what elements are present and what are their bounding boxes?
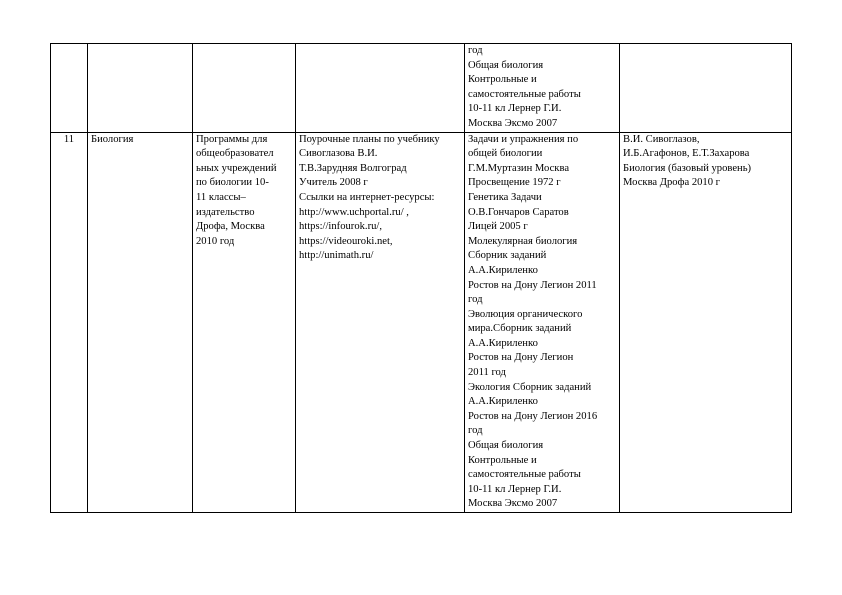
curriculum-table	[50, 43, 792, 513]
cell-textbook	[620, 132, 792, 512]
table-row-continued	[51, 44, 792, 133]
text-line: Эволюция органического	[468, 308, 583, 320]
cell-control	[465, 132, 620, 512]
text-line: 10-11 кл Лернер Г.И.	[468, 103, 562, 115]
text-line: И.Б.Агафонов, Е.Т.Захарова	[623, 148, 750, 160]
text-line: издательство	[196, 206, 255, 218]
text-line: Экология Сборник заданий	[468, 381, 592, 393]
text-line: Задачи и упражнения по	[468, 133, 579, 145]
text-line: Поурочные планы по учебнику	[299, 133, 440, 145]
text-line: Москва Эксмо 2007	[468, 498, 558, 510]
cell-num-continued	[51, 44, 88, 133]
text-line: А.А.Кириленко	[468, 337, 538, 349]
text-line: Просвещение 1972 г	[468, 177, 561, 189]
text-line: Сборник заданий	[468, 250, 547, 262]
cell-subject: Биология	[88, 132, 193, 512]
text-line: Биология (базовый уровень)	[623, 162, 752, 174]
link-videouroki[interactable]: https://videouroki.net,	[299, 235, 393, 247]
text-line: самостоятельные работы	[468, 88, 581, 100]
text-line: Ростов на Дону Легион 2016	[468, 410, 598, 422]
text-line: Генетика Задачи	[468, 191, 542, 203]
text-line: год	[468, 45, 483, 56]
text-line: В.И. Сивоглазов,	[623, 133, 700, 145]
text-line: Программы для	[196, 133, 268, 145]
cell-textbook-continued	[620, 44, 792, 133]
table-row	[51, 132, 792, 512]
cell-num: 11	[51, 132, 88, 512]
text-line: Ростов на Дону Легион 2011	[468, 279, 597, 291]
text-line: общеобразовател	[196, 148, 274, 160]
text-line: 10-11 кл Лернер Г.И.	[468, 483, 562, 495]
text-line: 2011 год	[468, 367, 506, 379]
text-line: Контрольные и	[468, 74, 537, 86]
text-line: год	[468, 294, 483, 306]
text-line: мира.Сборник заданий	[468, 323, 572, 335]
link-unimath[interactable]: http://unimath.ru/	[299, 250, 374, 262]
text-line: А.А.Кириленко	[468, 396, 538, 408]
text-line: Ссылки на интернет-ресурсы:	[299, 191, 435, 203]
cell-subject-continued	[88, 44, 193, 133]
text-line: Ростов на Дону Легион	[468, 352, 574, 364]
text-line: Контрольные и	[468, 454, 537, 466]
text-line: год	[468, 425, 483, 437]
text-line: Дрофа, Москва	[196, 221, 265, 233]
text-line: Лицей 2005 г	[468, 221, 528, 233]
text-line: по биологии 10-	[196, 177, 269, 189]
text-line: Учитель 2008 г	[299, 177, 368, 189]
cell-program-continued	[193, 44, 296, 133]
text-line: ьных учреждений	[196, 162, 277, 174]
text-line: 11 классы–	[196, 191, 246, 203]
text-line: Г.М.Муртазин Москва	[468, 162, 570, 174]
text-line: 2010 год	[196, 235, 235, 247]
cell-methodical-continued	[296, 44, 465, 133]
text-line: Москва Эксмо 2007	[468, 117, 558, 129]
text-line: общей биологии	[468, 148, 543, 160]
text-line: О.В.Гончаров Саратов	[468, 206, 569, 218]
cell-program	[193, 132, 296, 512]
text-line: Сивоглазова В.И.	[299, 148, 378, 160]
cell-methodical	[296, 132, 465, 512]
text-line: Т.В.Зарудняя Волгоград	[299, 162, 407, 174]
cell-control-continued	[465, 44, 620, 133]
text-line: Общая биология	[468, 59, 544, 71]
text-line: Москва Дрофа 2010 г	[623, 177, 720, 189]
text-line: самостоятельные работы	[468, 469, 581, 481]
text-line: Общая биология	[468, 440, 544, 452]
link-infourok[interactable]: https://infourok.ru/,	[299, 221, 382, 233]
text-line: А.А.Кириленко	[468, 264, 538, 276]
link-uchportal[interactable]: http://www.uchportal.ru/ ,	[299, 206, 409, 218]
text-line: Молекулярная биология	[468, 235, 578, 247]
